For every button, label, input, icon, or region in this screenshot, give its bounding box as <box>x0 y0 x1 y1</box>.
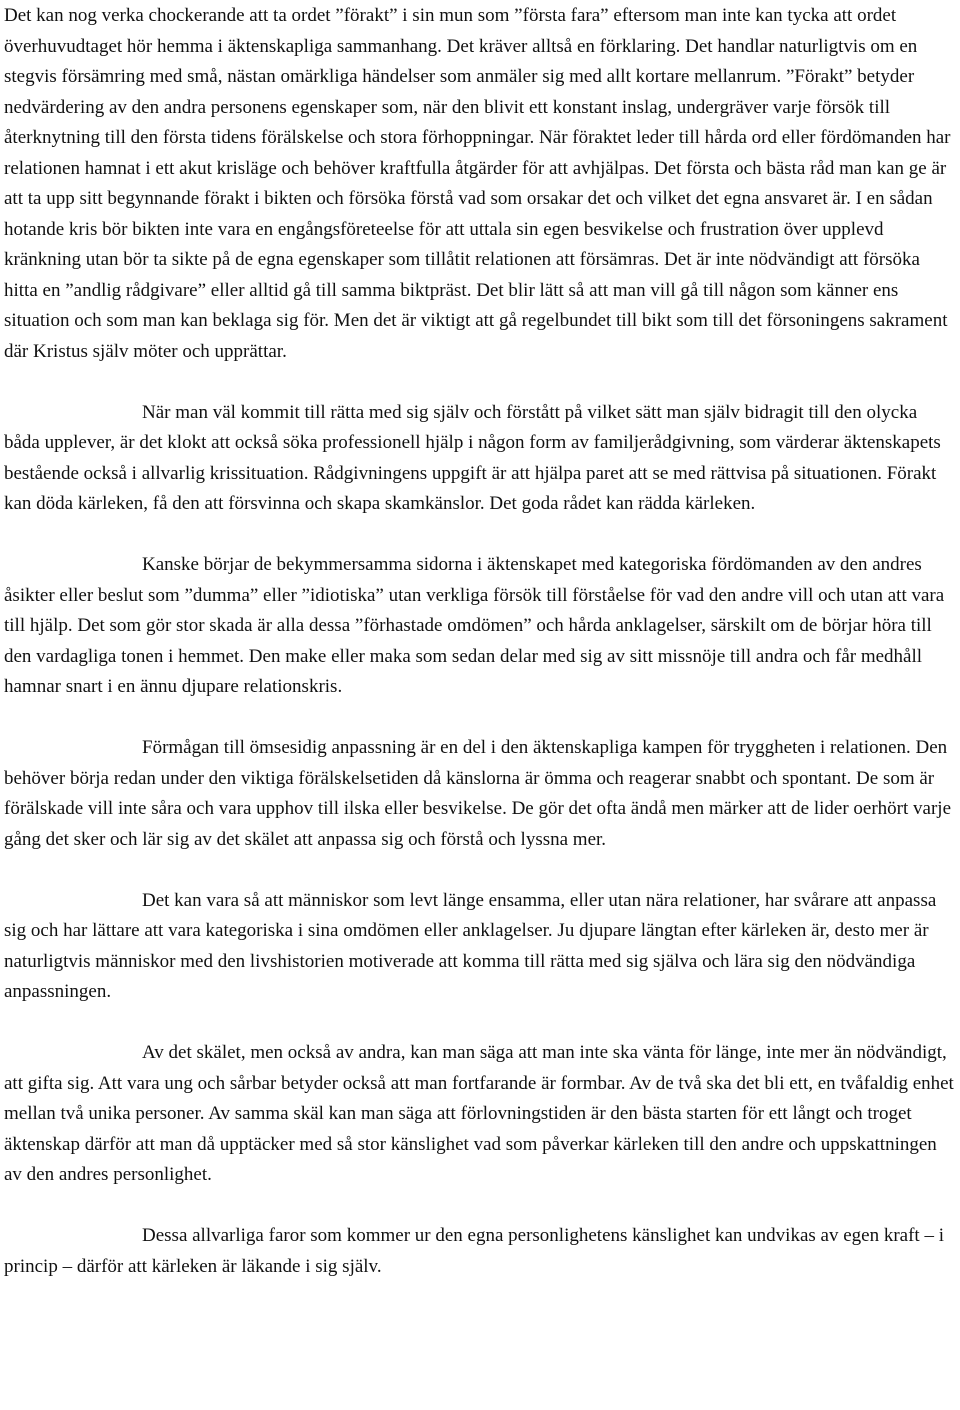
paragraph-5: Det kan vara så att människor som levt länge ensamma, eller utan nära relationer, har svårare att anpassa sig och har lättare att vara kategoriska i sina omdömen eller anklagelser. Ju djupare längtan efter kärleken är, desto mer är naturligtvis människor med den livshistorien motiverade att komma till rätta med sig själva och lära sig den nödvändiga anpassningen. <box>4 889 937 1002</box>
paragraph-3: Kanske börjar de bekymmersamma sidorna i äktenskapet med kategoriska fördömanden av den andres åsikter eller beslut som ”dumma” eller ”idiotiska” utan verkliga försök till förståelse för vad den andre vill och utan att vara till hjälp. Det som gör stor skada är alla dessa ”förhastade omdömen” och hårda anklagelser, särskilt om de börjar höra till den vardagliga tonen i hemmet. Den make eller maka som sedan delar med sig av sitt missnöje till andra och får medhåll hamnar snart i en ännu djupare relationskris. <box>4 554 945 697</box>
paragraph-6: Av det skälet, men också av andra, kan man säga att man inte ska vänta för länge, inte mer än nödvändigt, att gifta sig. Att vara ung och sårbar betyder också att man fortfarande är formbar. Av de två ska det bli ett, en tvåfaldig enhet mellan två unika personer. Av samma skäl kan man säga att förlovningstiden är den bästa starten för ett långt och troget äktenskap därför att man då upptäcker med så stor känslighet vad som påverkar kärleken till den andre och uppskattningen av den andres personlighet. <box>4 1042 954 1185</box>
paragraph-2: När man väl kommit till rätta med sig själv och förstått på vilket sätt man själv bidragit till den olycka båda upplever, är det klokt att också söka professionell hjälp i någon form av familjerådgivning, som värderar äktenskapets bestående också i allvarlig krissituation. Rådgivningens uppgift är att hjälpa paret att se med rättvisa på situationen. Förakt kan döda kärleken, få den att försvinna och skapa skamkänslor. Det goda rådet kan rädda kärleken. <box>4 401 941 514</box>
paragraph-1: Det kan nog verka chockerande att ta ordet ”förakt” i sin mun som ”första fara” eftersom man inte kan tycka att ordet överhuvudtaget hör hemma i äktenskapliga sammanhang. Det kräver alltså en förklaring. Det handlar naturligtvis om en stegvis försämring med små, nästan omärkliga händelser som anmäler sig med allt kortare mellanrum. ”Förakt” betyder nedvärdering av den andra personens egenskaper som, när den blivit ett konstant inslag, undergräver varje försök till återknytning till den första tidens förälskelse och stora förhoppningar. När föraktet leder till hårda ord eller fördömanden har relationen hamnat i ett akut krisläge och behöver kraftfulla åtgärder för att avhjälpas. Det första och bästa råd man kan ge är att ta upp sitt begynnande förakt i bikten och försöka förstå vad som orsakar det och vilket det egna ansvaret är. I en sådan hotande kris bör bikten inte vara en engångsföreteelse för att uttala sin egen besvikelse och frustration över upplevd kränkning utan bör ta sikte på de egna egenskaper som tillåtit relationen att försämras. Det är inte nödvändigt att försöka hitta en ”andlig rådgivare” eller alltid gå till samma biktpräst. Det blir lätt så att man vill gå till någon som känner ens situation och som man kan beklaga sig för. Men det är viktigt att gå regelbundet till bikt som till det försoningens sakrament där Kristus själv möter och upprättar. <box>4 5 951 362</box>
paragraph-4: Förmågan till ömsesidig anpassning är en del i den äktenskapliga kampen för tryggheten i relationen. Den behöver börja redan under den viktiga förälskelsetiden då känslorna är ömma och reagerar snabbt och spontant. De som är förälskade vill inte såra och vara upphov till ilska eller besvikelse. De gör det ofta ändå men märker att de lider oerhört varje gång det sker och lär sig av det skälet att anpassa sig och förstå och lyssna mer. <box>4 737 952 850</box>
paragraph-7: Dessa allvarliga faror som kommer ur den egna personlighetens känslighet kan undvikas av egen kraft – i princip – därför att kärleken är läkande i sig själv. <box>4 1225 944 1277</box>
document-page <box>4 0 954 1282</box>
